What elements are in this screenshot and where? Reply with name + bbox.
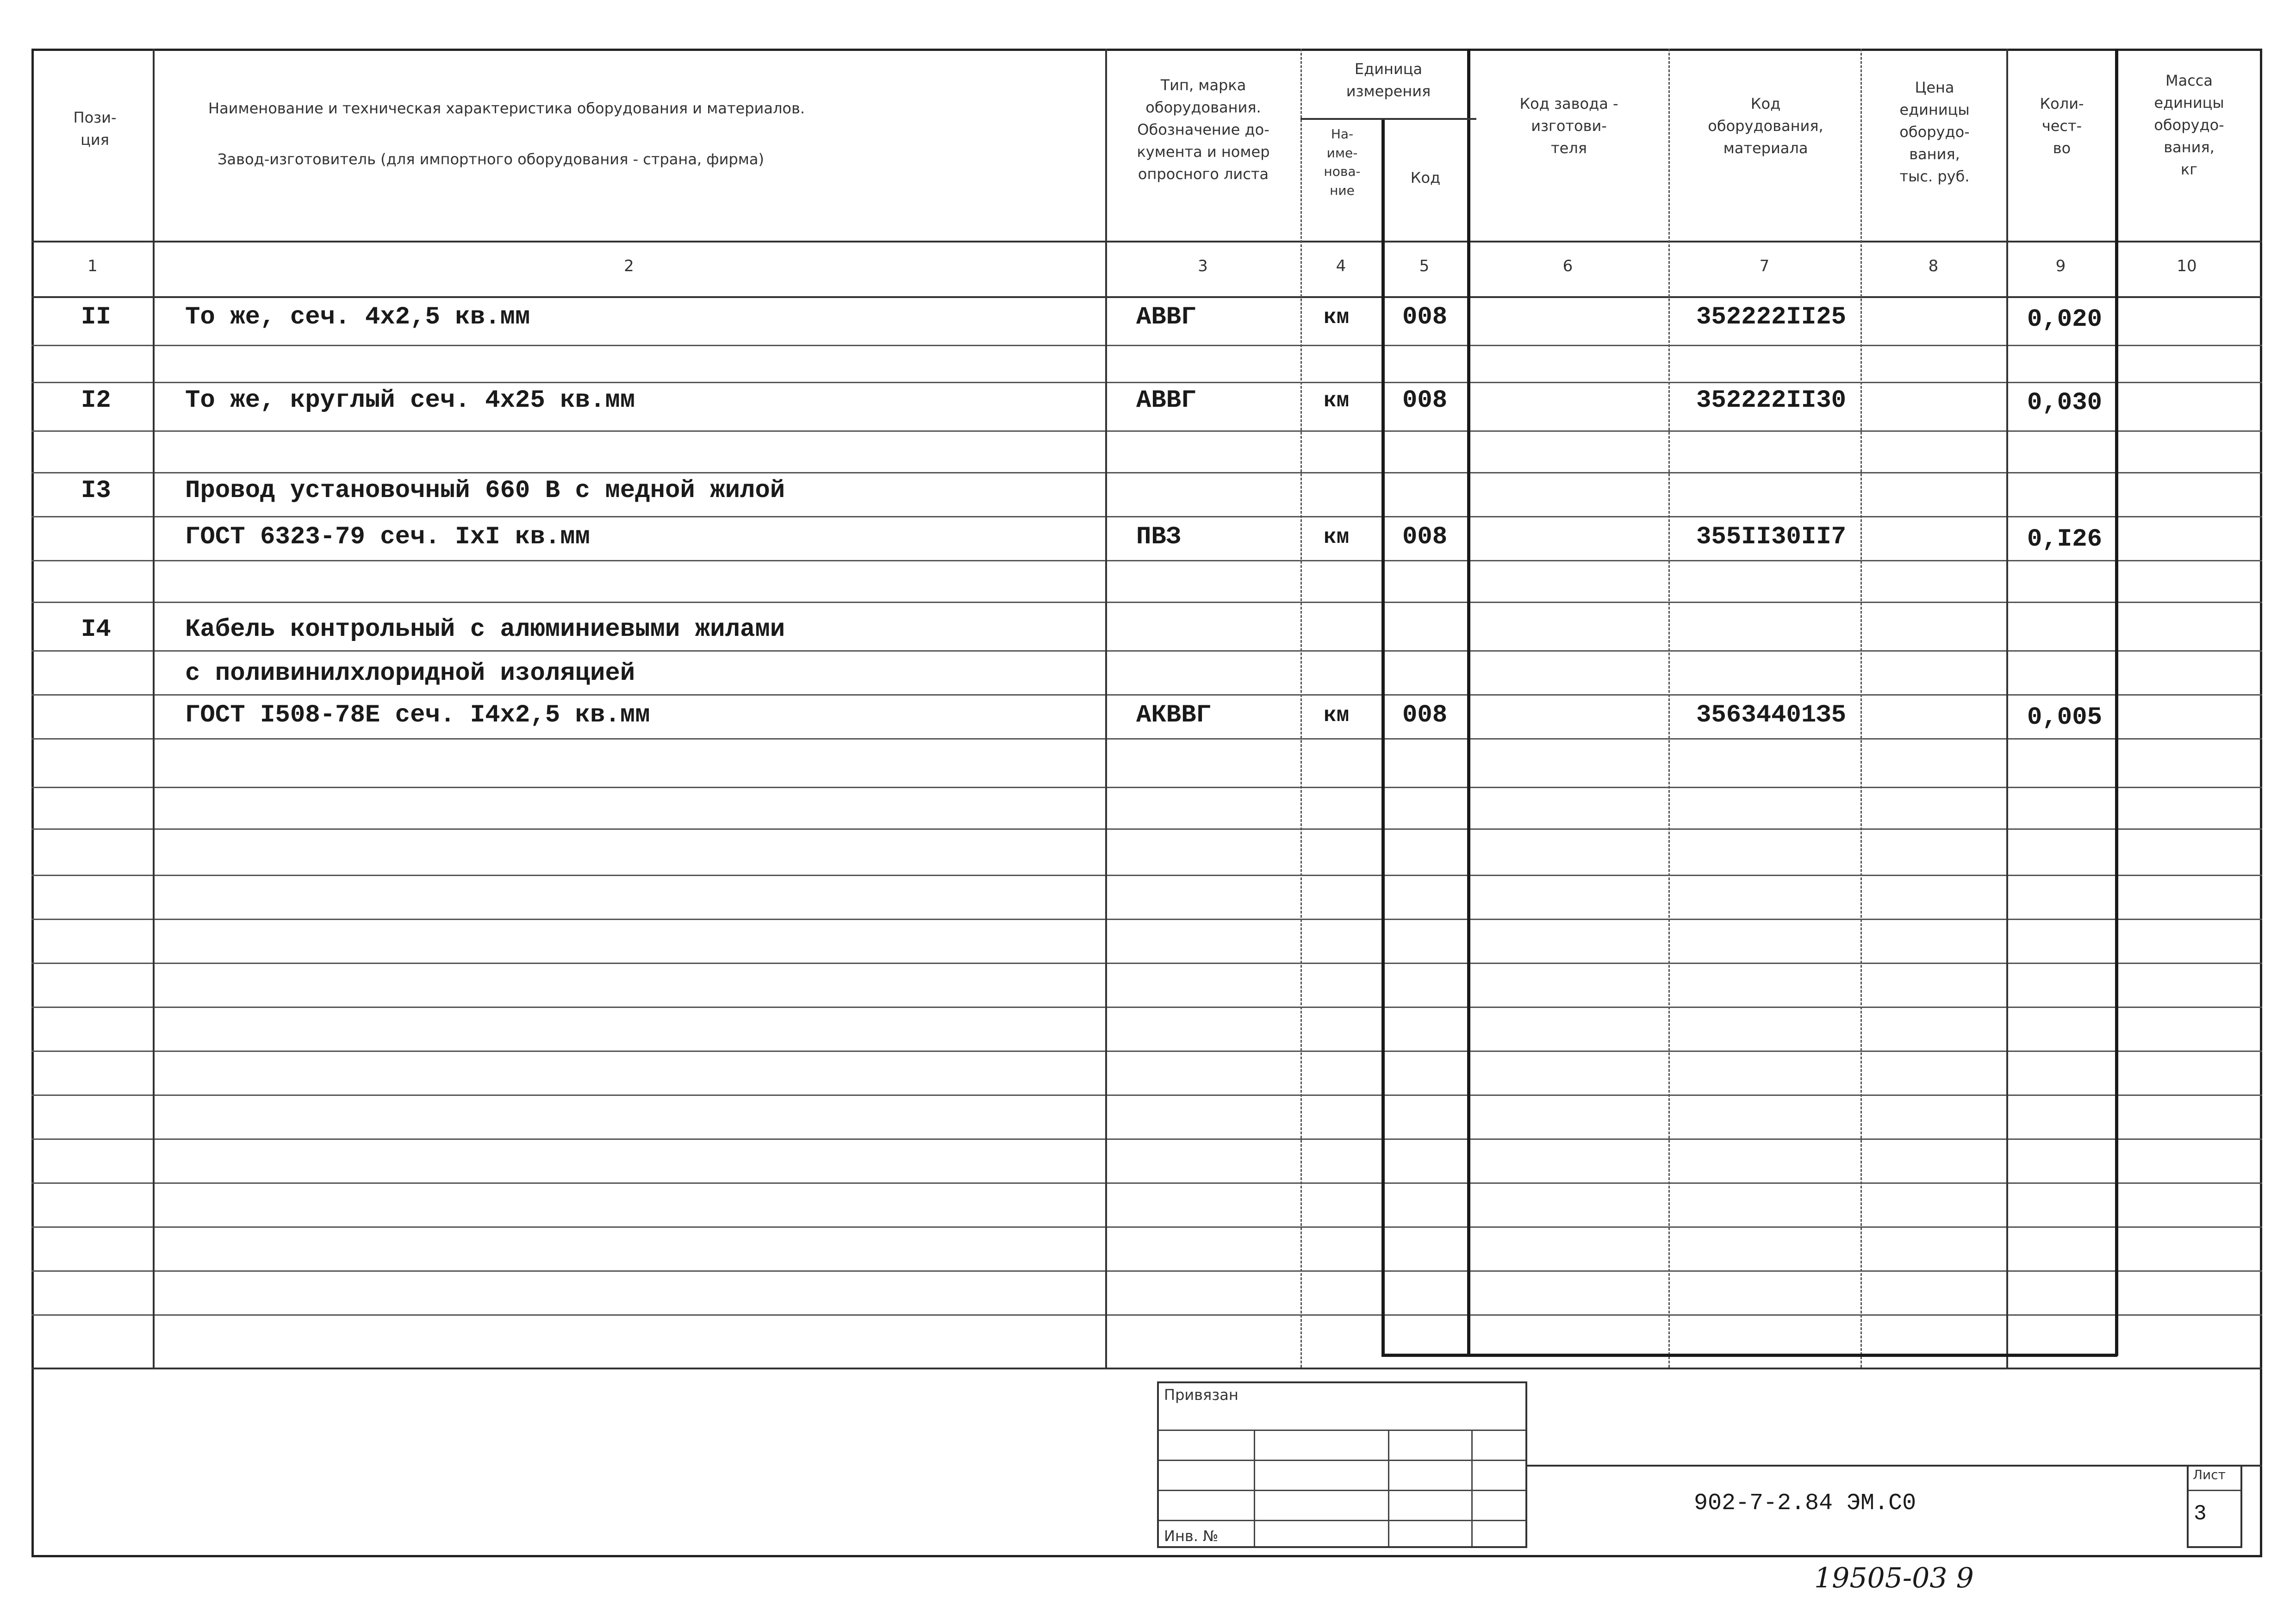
header-mass: Масса единицы оборудо- вания, кг — [2154, 72, 2224, 178]
row-rule — [31, 345, 2262, 346]
row-material-code: 352222II30 — [1696, 386, 1847, 415]
row-rule — [31, 828, 2262, 830]
header-bottom-rule — [31, 241, 2262, 243]
colnum-3: 3 — [1198, 257, 1208, 275]
table-bottom-rule — [31, 1368, 2262, 1369]
row-unit-code: 008 — [1402, 386, 1448, 415]
row-rule — [31, 1270, 2262, 1272]
colnum-5: 5 — [1419, 257, 1430, 275]
col-divider — [1300, 49, 1302, 1368]
colnum-7: 7 — [1759, 257, 1770, 275]
row-material-code: 355II30II7 — [1696, 523, 1847, 551]
sheet-label: Лист — [2193, 1467, 2226, 1482]
row-type: АВВГ — [1136, 386, 1196, 415]
col-divider — [1105, 49, 1107, 1368]
col-divider — [1860, 49, 1862, 1368]
bold-box-bottom — [1381, 1354, 2117, 1357]
row-quantity: 0,I26 — [2027, 525, 2103, 553]
colnum-6: 6 — [1562, 257, 1573, 275]
col-divider — [1467, 49, 1470, 1356]
colnum-4: 4 — [1336, 257, 1346, 275]
handwritten-archive-number: 19505-03 9 — [1814, 1562, 1974, 1594]
header-position: Пози- ция — [73, 109, 117, 149]
header-unit-code: Код — [1410, 169, 1441, 187]
header-unit-name: На- име- нова- ние — [1324, 126, 1361, 198]
row-position: I2 — [81, 386, 111, 415]
header-factory-code: Код завода - изготови- теля — [1519, 95, 1618, 157]
header-material-code: Код оборудования, материала — [1708, 95, 1823, 157]
inventory-number-label: Инв. № — [1164, 1527, 1219, 1545]
row-rule — [31, 602, 2262, 603]
header-price: Цена единицы оборудо- вания, тыс. руб. — [1899, 79, 1970, 185]
row-rule — [31, 430, 2262, 432]
header-type: Тип, марка оборудования. Обозначение до- кумента и номер опросного листа — [1137, 76, 1270, 183]
colnum-10: 10 — [2177, 257, 2197, 275]
col-divider — [153, 49, 155, 1368]
row-position: I4 — [81, 616, 111, 644]
colnum-8: 8 — [1928, 257, 1939, 275]
row-type: ПВЗ — [1136, 523, 1182, 551]
document-code: 902-7-2.84 ЭМ.С0 — [1694, 1490, 1916, 1517]
col-divider — [1381, 118, 1385, 1356]
row-rule — [31, 1182, 2262, 1184]
row-rule — [31, 1094, 2262, 1096]
colnum-bottom-rule — [31, 296, 2262, 298]
row-rule — [31, 1138, 2262, 1140]
row-rule — [31, 919, 2262, 920]
linked-label: Привязан — [1164, 1386, 1238, 1404]
row-unit: км — [1324, 525, 1350, 549]
row-name: Кабель контрольный с алюминиевыми жилами — [185, 616, 785, 644]
row-rule — [31, 1314, 2262, 1316]
row-rule — [31, 516, 2262, 517]
row-rule — [31, 963, 2262, 964]
row-type: АВВГ — [1136, 303, 1196, 331]
row-rule — [31, 1226, 2262, 1228]
colnum-9: 9 — [2055, 257, 2066, 275]
linked-stamp-box — [1157, 1381, 1527, 1548]
row-unit: км — [1324, 703, 1350, 728]
row-name: ГОСТ 6323-79 сеч. IхI кв.мм — [185, 523, 590, 551]
header-quantity: Коли- чест- во — [2040, 95, 2084, 157]
col-divider — [2115, 49, 2118, 1356]
row-type: АКВВГ — [1136, 701, 1212, 729]
row-rule — [31, 787, 2262, 788]
row-material-code: 35634401З5 — [1696, 701, 1847, 729]
row-rule — [31, 694, 2262, 696]
colnum-1: 1 — [87, 257, 98, 275]
row-unit-code: 008 — [1402, 523, 1448, 551]
header-name-line2: Завод-изготовитель (для импортного оборудования - страна, фирма) — [218, 150, 764, 168]
header-name-line1: Наименование и техническая характеристика оборудования и материалов. — [208, 99, 805, 117]
row-name: ГОСТ I508-78Е сеч. I4х2,5 кв.мм — [185, 701, 650, 729]
row-rule — [31, 1051, 2262, 1052]
colnum-2: 2 — [624, 257, 634, 275]
col-divider — [2006, 49, 2008, 1368]
row-name: Провод установочный 660 В с медной жилой — [185, 477, 785, 505]
col-divider — [1668, 49, 1670, 1368]
row-name: с поливинилхлоридной изоляцией — [185, 659, 635, 688]
row-rule — [31, 472, 2262, 473]
row-unit: км — [1324, 305, 1350, 330]
row-position: II — [81, 303, 111, 331]
header-unit-group: Единица измерения — [1346, 60, 1431, 100]
row-material-code: 352222II25 — [1696, 303, 1847, 331]
title-block-top-rule — [1527, 1465, 2262, 1467]
row-rule — [31, 382, 2262, 383]
row-quantity: 0,005 — [2027, 703, 2103, 732]
row-rule — [31, 650, 2262, 652]
row-quantity: 0,020 — [2027, 305, 2103, 334]
row-rule — [31, 875, 2262, 876]
sheet-number: 3 — [2194, 1502, 2207, 1526]
row-rule — [31, 560, 2262, 561]
row-position: I3 — [81, 477, 111, 505]
row-unit-code: 008 — [1402, 701, 1448, 729]
row-quantity: 0,030 — [2027, 389, 2103, 417]
row-unit: км — [1324, 389, 1350, 413]
unit-group-rule — [1300, 118, 1476, 120]
row-rule — [31, 1007, 2262, 1008]
row-name: То же, сеч. 4х2,5 кв.мм — [185, 303, 530, 331]
row-rule — [31, 738, 2262, 740]
row-name: То же, круглый сеч. 4х25 кв.мм — [185, 386, 635, 415]
row-unit-code: 008 — [1402, 303, 1448, 331]
